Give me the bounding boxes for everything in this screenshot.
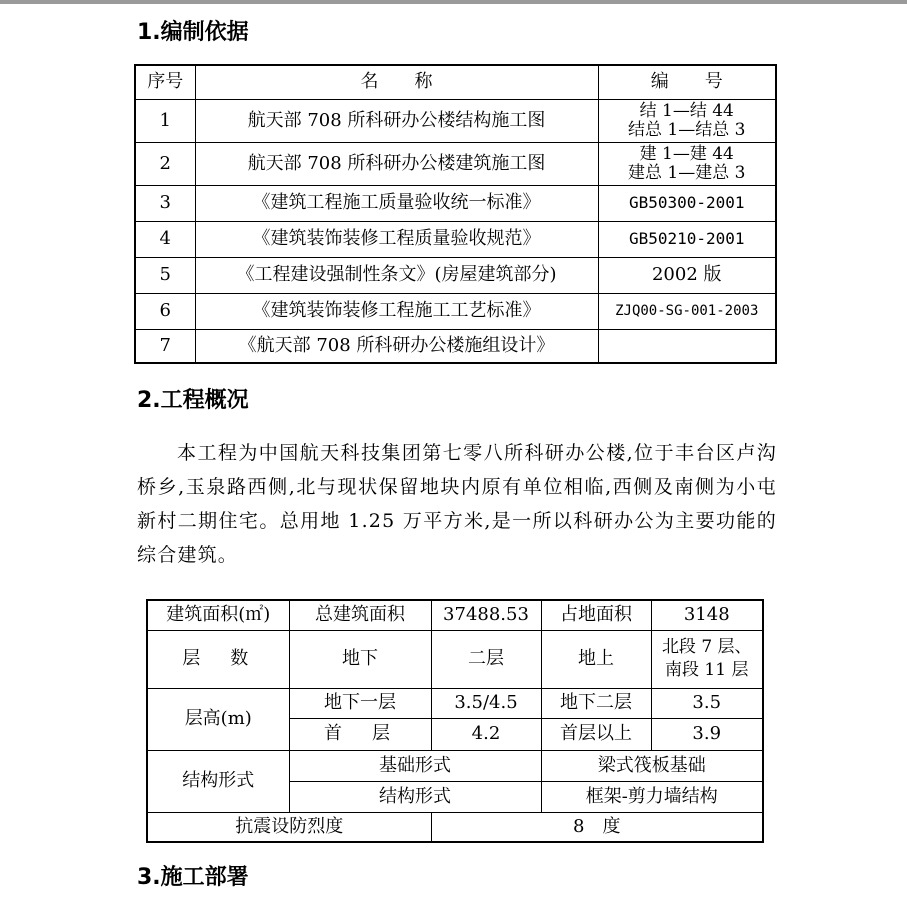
height-label: 层高(m) — [147, 688, 289, 750]
header-no: 序号 — [135, 65, 195, 99]
row-name: 《建筑装饰装修工程施工工艺标准》 — [195, 293, 598, 329]
underground-label: 地下 — [289, 630, 431, 688]
row-name: 《工程建设强制性条文》(房屋建筑部分) — [195, 257, 598, 293]
compilation-basis-table — [134, 64, 777, 364]
row-code: ZJQ00-SG-001-2003 — [598, 293, 776, 329]
floors-label: 层 数 — [147, 630, 289, 688]
table-row — [135, 221, 776, 257]
row-no: 4 — [135, 221, 195, 257]
header-name: 名 称 — [195, 65, 598, 99]
aboveground-value — [651, 630, 763, 688]
row-code-line: 结 1—结 44 — [639, 100, 734, 121]
seismic-label: 抗震设防烈度 — [147, 812, 431, 842]
row-code: GB50300-2001 — [598, 185, 776, 221]
table-row — [147, 688, 763, 718]
foundation-label: 基础形式 — [289, 750, 541, 781]
f1-label: 首 层 — [289, 718, 431, 750]
aboveground-value-line: 北段 7 层、 — [661, 637, 752, 657]
row-no: 2 — [135, 142, 195, 185]
project-overview-table — [146, 599, 764, 843]
table-row — [147, 750, 763, 781]
land-area-label: 占地面积 — [541, 600, 651, 630]
table-row — [135, 99, 776, 142]
row-code-line: 结总 1—结总 3 — [628, 119, 746, 140]
row-code — [598, 142, 776, 185]
f1-value: 4.2 — [431, 718, 541, 750]
structure-type-label: 结构形式 — [289, 781, 541, 812]
table-row — [147, 812, 763, 842]
project-overview-paragraph: 本工程为中国航天科技集团第七零八所科研办公楼,位于丰台区卢沟桥乡,玉泉路西侧,北与现状保留地块内原有单位相临,西侧及南侧为小屯新村二期住宅。总用地 1.25 万平方米,是一所以科研办公为主要功能的综合建筑。 — [137, 442, 777, 566]
row-no: 7 — [135, 329, 195, 363]
header-code: 编 号 — [598, 65, 776, 99]
structure-label: 结构形式 — [147, 750, 289, 812]
foundation-value: 梁式筏板基础 — [541, 750, 763, 781]
row-name: 航天部 708 所科研办公楼结构施工图 — [195, 99, 598, 142]
row-name: 航天部 708 所科研办公楼建筑施工图 — [195, 142, 598, 185]
row-code: GB50210-2001 — [598, 221, 776, 257]
table-row — [135, 293, 776, 329]
row-code-line: 建总 1—建总 3 — [628, 162, 746, 183]
area-label: 建筑面积(㎡) — [147, 600, 289, 630]
table-row — [135, 185, 776, 221]
aboveground-label: 地上 — [541, 630, 651, 688]
b2-value: 3.5 — [651, 688, 763, 718]
row-code-line: 建 1—建 44 — [639, 143, 734, 164]
row-no: 3 — [135, 185, 195, 221]
section-3-heading: 3.施工部署 — [137, 865, 249, 890]
seismic-value: 8 度 — [431, 812, 763, 842]
row-name: 《航天部 708 所科研办公楼施组设计》 — [195, 329, 598, 363]
table-row — [135, 329, 776, 363]
section-1-heading: 1.编制依据 — [137, 20, 249, 45]
table-row — [147, 600, 763, 630]
table-row — [135, 257, 776, 293]
row-no: 1 — [135, 99, 195, 142]
b1-value: 3.5/4.5 — [431, 688, 541, 718]
structure-type-value: 框架-剪力墙结构 — [541, 781, 763, 812]
total-area-value: 37488.53 — [431, 600, 541, 630]
row-code: 2002 版 — [598, 257, 776, 293]
row-code — [598, 329, 776, 363]
row-code — [598, 99, 776, 142]
b2-label: 地下二层 — [541, 688, 651, 718]
total-area-label: 总建筑面积 — [289, 600, 431, 630]
page-top-rule — [0, 0, 907, 4]
table-row — [147, 630, 763, 688]
above-f1-label: 首层以上 — [541, 718, 651, 750]
above-f1-value: 3.9 — [651, 718, 763, 750]
row-name: 《建筑工程施工质量验收统一标准》 — [195, 185, 598, 221]
row-no: 6 — [135, 293, 195, 329]
table-row — [135, 142, 776, 185]
underground-value: 二层 — [431, 630, 541, 688]
row-name: 《建筑装饰装修工程质量验收规范》 — [195, 221, 598, 257]
section-2-heading: 2.工程概况 — [137, 388, 249, 413]
row-no: 5 — [135, 257, 195, 293]
b1-label: 地下一层 — [289, 688, 431, 718]
aboveground-value-line: 南段 11 层 — [665, 660, 749, 680]
table-header-row — [135, 65, 776, 99]
land-area-value: 3148 — [651, 600, 763, 630]
